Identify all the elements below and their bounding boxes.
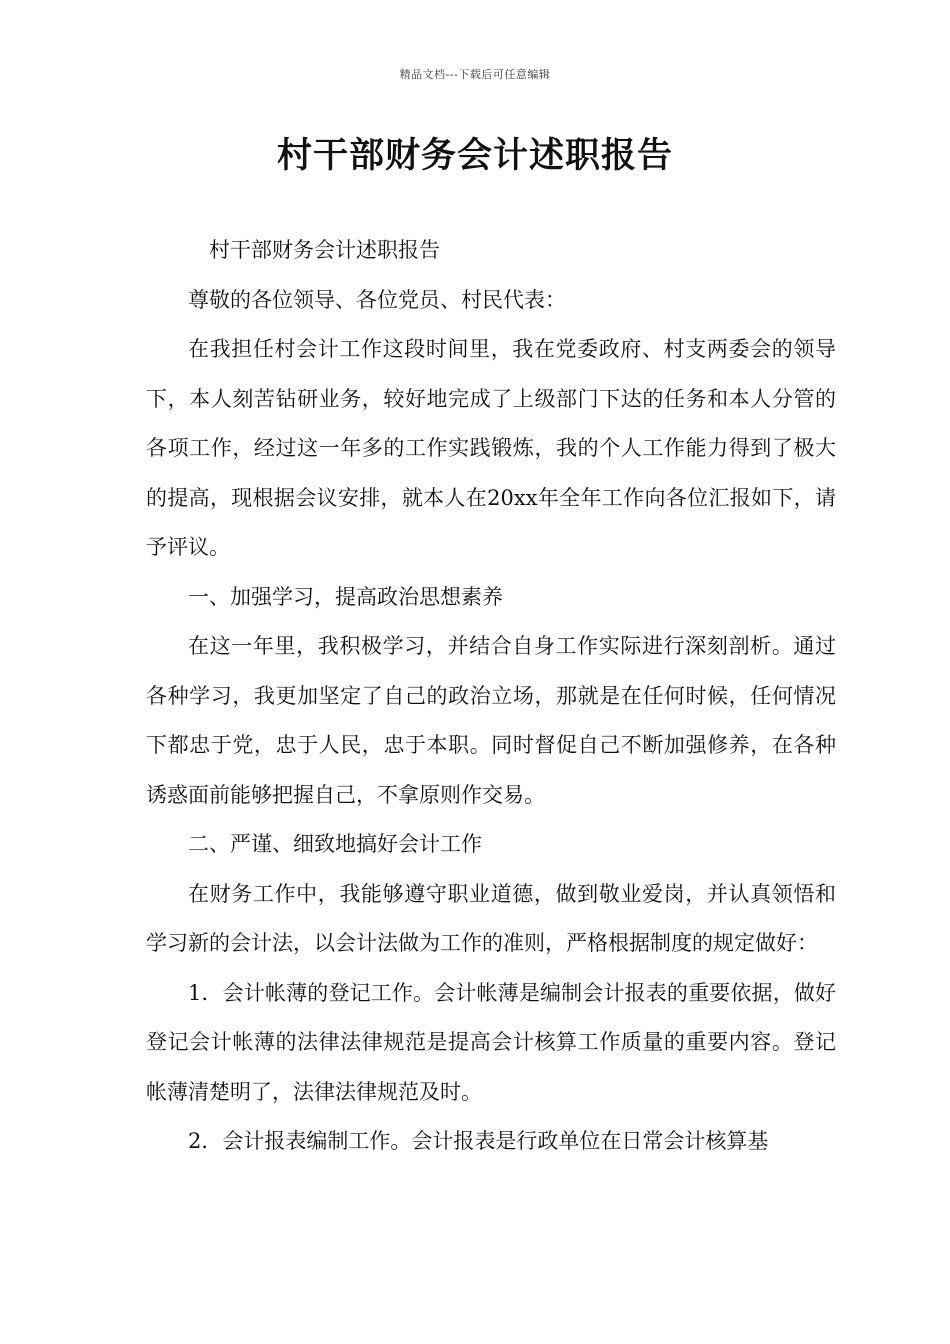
list-item-1: 1．会计帐薄的登记工作。会计帐薄是编制会计报表的重要依据，做好登记会计帐薄的法律法律规范是提高会计核算工作质量的重要内容。登记帐薄清楚明了，法律法律规范及时。 bbox=[146, 980, 836, 1104]
section-heading-1: 一、加强学习，提高政治思想素养 bbox=[188, 584, 503, 609]
header-note: 精品文档---下载后可任意编辑 bbox=[399, 68, 551, 81]
paragraph-intro: 在我担任村会计工作这段时间里，我在党委政府、村支两委会的领导下，本人刻苦钻研业务，较好地完成了上级部门下达的任务和本人分管的各项工作，经过这一年多的工作实践锻炼，我的个人工作能力得到了极大的提高，现根据会议安排，就本人在20xx年全年工作向各位汇报如下，请予评议。 bbox=[146, 337, 836, 559]
paragraph-section-1: 在这一年里，我积极学习，并结合自身工作实际进行深刻剖析。通过各种学习，我更加坚定了自己的政治立场，那就是在任何时候，任何情况下都忠于党，忠于人民，忠于本职。同时督促自己不断加强修养，在各种诱惑面前能够把握自己，不拿原则作交易。 bbox=[146, 634, 836, 807]
body-title-line: 村干部财务会计述职报告 bbox=[209, 238, 440, 262]
list-item-2: 2．会计报表编制工作。会计报表是行政单位在日常会计核算基 bbox=[188, 1129, 769, 1153]
document-body bbox=[146, 226, 836, 1167]
section-heading-2: 二、严谨、细致地搞好会计工作 bbox=[188, 832, 482, 856]
document-title: 村干部财务会计述职报告 bbox=[276, 135, 673, 176]
paragraph-section-2: 在财务工作中，我能够遵守职业道德，做到敬业爱岗，并认真领悟和学习新的会计法，以会计法做为工作的准则，严格根据制度的规定做好： bbox=[146, 881, 836, 955]
salutation: 尊敬的各位领导、各位党员、村民代表： bbox=[188, 287, 566, 312]
